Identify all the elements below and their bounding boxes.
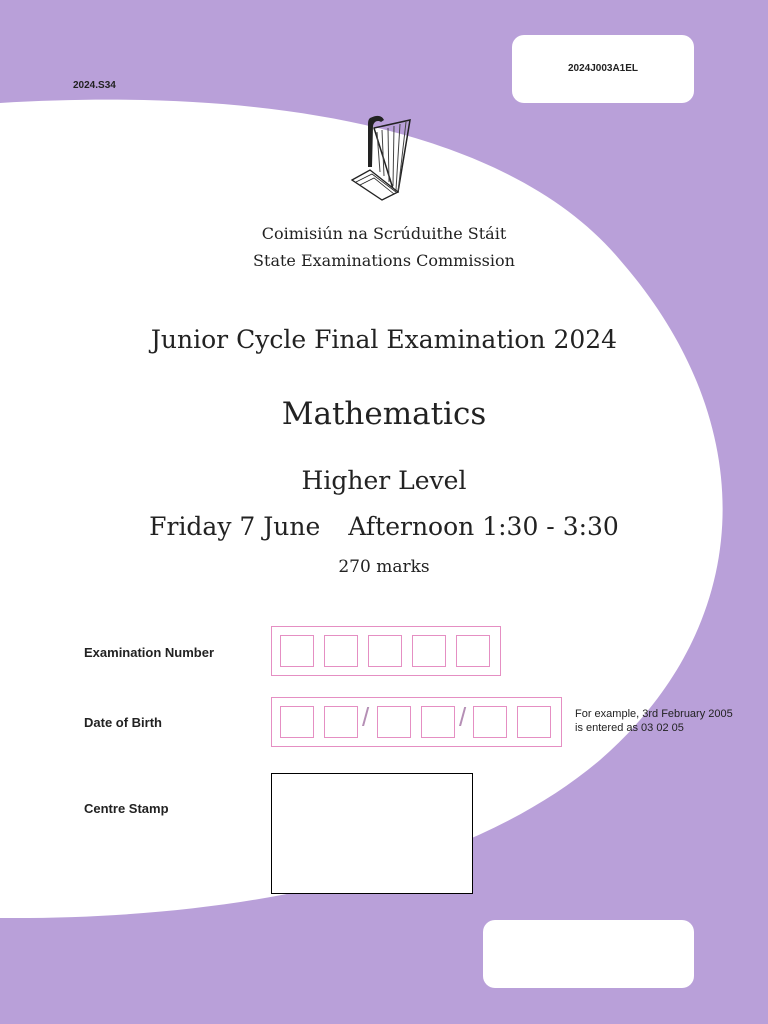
barcode-label-box bbox=[512, 35, 694, 103]
exam-number-digit-box[interactable] bbox=[324, 635, 358, 667]
paper-code: 2024.S34 bbox=[73, 80, 116, 91]
barcode-label: 2024J003A1EL bbox=[567, 63, 639, 74]
dob-digit-box[interactable] bbox=[324, 706, 358, 738]
exam-number-label: Examination Number bbox=[84, 645, 215, 660]
exam-number-digit-box[interactable] bbox=[280, 635, 314, 667]
dob-digit-box[interactable] bbox=[421, 706, 455, 738]
exam-number-digit-box[interactable] bbox=[412, 635, 446, 667]
dob-hint: For example, 3rd February 2005 is entered as 03 02 05 bbox=[575, 708, 733, 734]
dob-separator: / bbox=[362, 702, 370, 732]
dob-digit-box[interactable] bbox=[473, 706, 507, 738]
harp-crest-icon bbox=[348, 112, 418, 204]
centre-stamp-label: Centre Stamp bbox=[84, 801, 169, 816]
dob-digit-box[interactable] bbox=[280, 706, 314, 738]
dob-field[interactable] bbox=[271, 697, 562, 747]
exam-level: Higher Level bbox=[301, 466, 467, 495]
centre-stamp-box bbox=[271, 773, 473, 894]
exam-date-line bbox=[0, 512, 768, 541]
exam-subject: Mathematics bbox=[281, 396, 487, 432]
dob-label: Date of Birth bbox=[84, 715, 162, 730]
organisation-name-english: State Examinations Commission bbox=[253, 251, 515, 270]
exam-date: Friday 7 June bbox=[149, 512, 321, 541]
dob-digit-box[interactable] bbox=[377, 706, 411, 738]
exam-title: Junior Cycle Final Examination 2024 bbox=[150, 325, 618, 354]
exam-number-digit-box[interactable] bbox=[456, 635, 490, 667]
dob-separator: / bbox=[459, 702, 467, 732]
dob-digit-box[interactable] bbox=[517, 706, 551, 738]
organisation-name-irish: Coimisiún na Scrúduithe Stáit bbox=[261, 224, 507, 243]
exam-session: Afternoon 1:30 - 3:30 bbox=[348, 512, 619, 541]
exam-number-digit-box[interactable] bbox=[368, 635, 402, 667]
exam-number-field[interactable] bbox=[271, 626, 501, 676]
exam-marks: 270 marks bbox=[338, 557, 430, 577]
bottom-label-box bbox=[483, 920, 694, 988]
